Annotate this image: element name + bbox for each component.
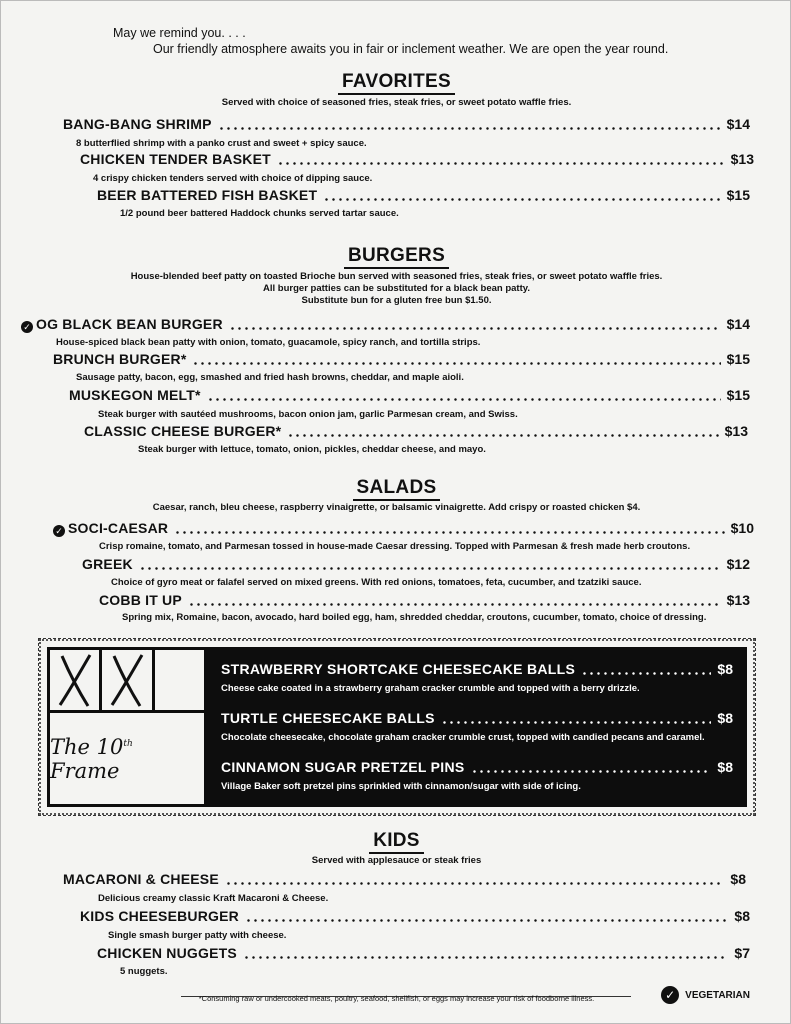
menu-item [97,945,750,963]
leader-dots [323,198,720,201]
favorites-subtitle: Served with choice of seasoned fries, steak fries, or sweet potato waffle fries. [221,97,572,108]
item-price: $7 [734,945,750,961]
item-name: OG BLACK BEAN BURGER [36,316,223,332]
menu-item [53,520,754,538]
favorites-title: FAVORITES [1,71,791,95]
dessert-item [221,710,733,728]
item-name: TURTLE CHEESECAKE BALLS [221,710,435,726]
item-name: BRUNCH BURGER* [53,351,187,367]
footer-disclaimer: *Consuming raw or undercooked meats, poultry, seafood, shellfish, or eggs may increase your risk of foodborne illness. [198,994,595,1003]
check-circle-icon: ✓ [53,525,65,537]
leader-dots [218,127,721,130]
item-name: CINNAMON SUGAR PRETZEL PINS [221,759,465,775]
item-price: $8 [734,908,750,924]
item-desc: Choice of gyro meat or falafel served on mixed greens. With red onions, tomatoes, feta, cucumber, and tzatziki sauce. [111,577,642,588]
menu-item [80,151,754,169]
menu-item [63,116,750,134]
item-desc: Cheese cake coated in a strawberry graham cracker crumble and topped with a berry drizzle. [221,683,640,694]
leader-dots [277,162,725,165]
item-price: $8 [717,759,733,775]
leader-dots [243,956,729,959]
item-name: MACARONI & CHEESE [63,871,219,887]
item-name: KIDS CHEESEBURGER [80,908,239,924]
leader-dots [471,770,712,773]
dessert-item [221,661,733,679]
item-name: BEER BATTERED FISH BASKET [97,187,318,203]
item-desc: 4 crispy chicken tenders served with choice of dipping sauce. [93,173,373,184]
item-price: $14 [726,116,750,132]
intro-line-1: May we remind you. . . . [113,26,246,40]
salads-title: SALADS [1,477,791,501]
item-name: CHICKEN TENDER BASKET [80,151,271,167]
dessert-list [207,647,747,807]
vegetarian-legend [661,986,750,1004]
item-name: GREEK [82,556,133,572]
leader-dots [229,327,721,330]
item-price: $10 [730,520,754,536]
item-name: SOCI-CAESAR [68,520,169,536]
strike-cell-2 [102,650,151,710]
strike-x-icon [50,650,100,710]
menu-item [80,908,750,926]
frame-label-box [50,713,204,804]
item-price: $8 [730,871,746,887]
burgers-title: BURGERS [1,245,791,269]
menu-item [84,423,748,441]
intro [113,25,668,57]
leader-dots [245,919,728,922]
item-desc: Sausage patty, bacon, egg, smashed and fried hash browns, cheddar, and maple aioli. [76,372,464,383]
leader-dots [207,398,721,401]
leader-dots [139,567,721,570]
item-desc: Delicious creamy classic Kraft Macaroni & Cheese. [98,893,329,904]
dessert-item [221,759,733,777]
leader-dots [581,672,711,675]
check-circle-icon: ✓ [21,321,33,333]
item-price: $15 [726,351,750,367]
tenth-frame-panel [47,647,747,807]
menu-item [69,387,750,405]
menu-item [99,592,750,610]
item-desc: Steak burger with sautéed mushrooms, bacon onion jam, garlic Parmesan cream, and Swiss. [98,409,518,420]
item-desc: Village Baker soft pretzel pins sprinkled with cinnamon/sugar with side of icing. [221,781,581,792]
item-desc: 5 nuggets. [120,966,168,977]
item-price: $13 [724,423,748,439]
item-desc: Steak burger with lettuce, tomato, onion, pickles, cheddar cheese, and mayo. [138,444,486,455]
item-name: MUSKEGON MELT* [69,387,201,403]
burgers-subtitle-3: Substitute bun for a gluten free bun $1.50. [301,295,492,306]
item-price: $14 [726,316,750,332]
item-desc: 1/2 pound beer battered Haddock chunks served tartar sauce. [120,208,399,219]
item-price: $13 [730,151,754,167]
item-name: CLASSIC CHEESE BURGER* [84,423,282,439]
item-price: $13 [726,592,750,608]
leader-dots [287,434,718,437]
burgers-subtitle-1: House-blended beef patty on toasted Brioche bun served with seasoned fries, steak fries, or sweet potato waffle fries. [130,271,663,282]
item-desc: Spring mix, Romaine, bacon, avocado, hard boiled egg, ham, shredded cheddar, croutons, cucumber, tomato, choice of dressing. [122,612,707,623]
item-name: COBB IT UP [99,592,182,608]
item-desc: House-spiced black bean patty with onion, tomato, guacamole, spicy ranch, and tortilla strips. [56,337,481,348]
item-price: $12 [726,556,750,572]
item-price: $15 [726,187,750,203]
menu-item [82,556,750,574]
menu-item [63,871,746,889]
item-price: $15 [726,387,750,403]
tenth-frame-label: The 10th Frame [50,734,133,783]
item-name: STRAWBERRY SHORTCAKE CHEESECAKE BALLS [221,661,576,677]
item-desc: Chocolate cheesecake, chocolate graham cracker crumble crust, topped with candied pecans and caramel. [221,732,705,743]
leader-dots [225,882,725,885]
strike-cell-1 [50,650,99,710]
kids-title: KIDS [1,830,791,854]
item-price: $8 [717,710,733,726]
salads-subtitle: Caesar, ranch, bleu cheese, raspberry vinaigrette, or balsamic vinaigrette. Add crispy or roasted chicken $4. [152,502,641,513]
leader-dots [192,362,720,365]
burgers-subtitle-2: All burger patties can be substituted for a black bean patty. [263,283,530,294]
empty-cell [155,650,204,710]
check-circle-icon: ✓ [661,986,679,1004]
leader-dots [441,721,712,724]
leader-dots [188,603,721,606]
kids-subtitle: Served with applesauce or steak fries [311,855,482,866]
item-price: $8 [717,661,733,677]
vegetarian-label: VEGETARIAN [685,989,750,1001]
item-name: BANG-BANG SHRIMP [63,116,212,132]
intro-line-2: Our friendly atmosphere awaits you in fair or inclement weather. We are open the year round. [153,42,669,56]
item-desc: Crisp romaine, tomato, and Parmesan tossed in house-made Caesar dressing. Topped with Parmesan & fresh made herb croutons. [99,541,691,552]
tenth-frame-box [38,638,756,816]
item-desc: Single smash burger patty with cheese. [108,930,287,941]
item-desc: 8 butterflied shrimp with a panko crust and sweet + spicy sauce. [76,138,367,149]
strike-x-icon [102,650,152,710]
item-name: CHICKEN NUGGETS [97,945,237,961]
bowling-scorecard [47,647,207,807]
leader-dots [174,531,724,534]
menu-item [97,187,750,205]
menu-item [53,351,750,369]
menu-item [21,316,750,334]
